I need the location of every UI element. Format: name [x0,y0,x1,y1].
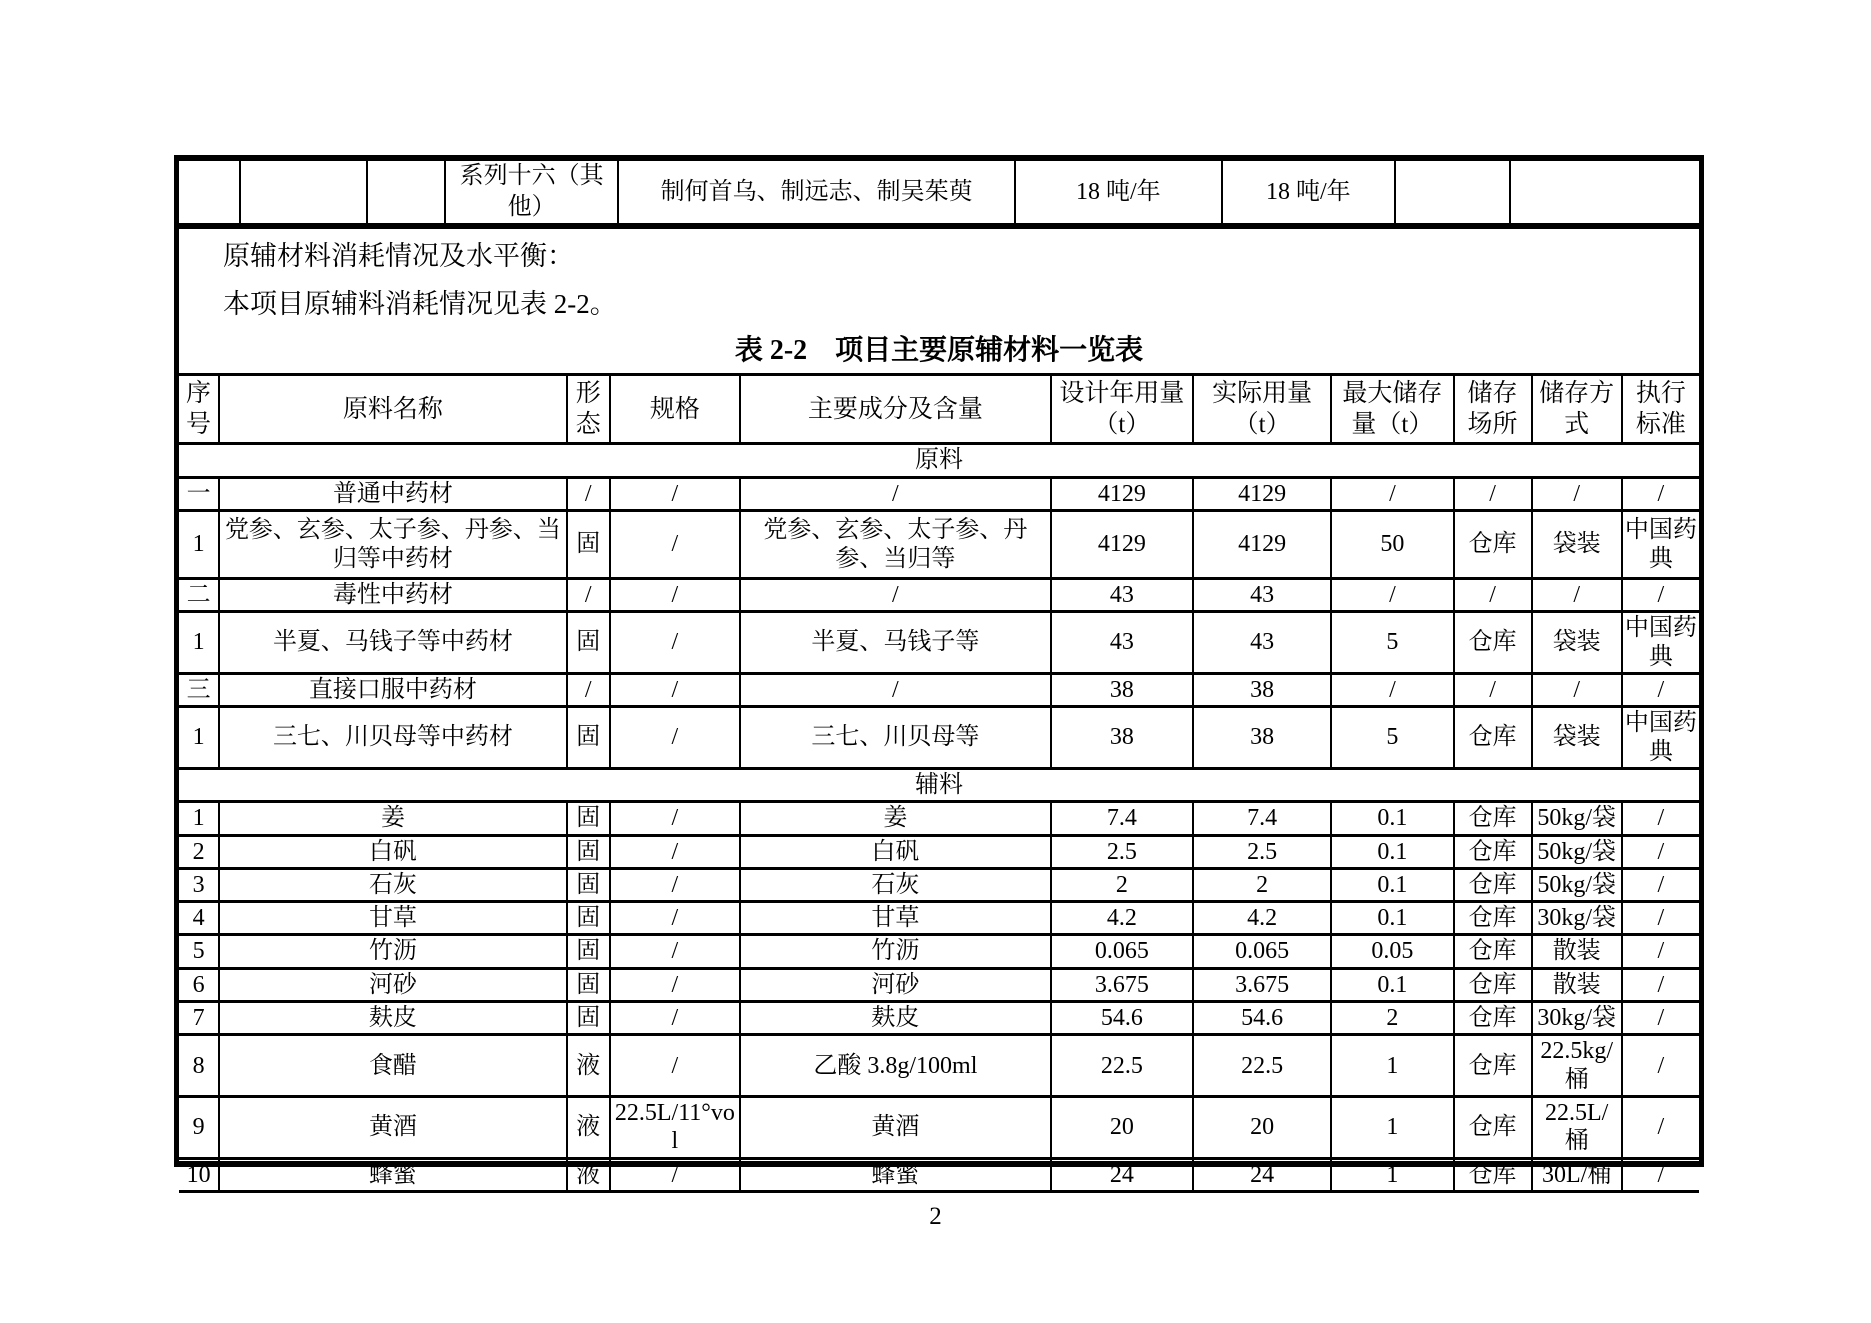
column-header: 主要成分及含量 [740,375,1051,444]
table-row [179,935,1699,968]
table-row [179,511,1699,579]
table-cell: 甘草 [219,902,567,935]
table-cell: / [1622,868,1699,901]
table-cell: 22.5L/11°vol [610,1097,740,1159]
table-row [179,902,1699,935]
table-cell: 河砂 [219,968,567,1001]
table-cell: 4129 [1051,511,1193,579]
table-cell: 液 [567,1158,610,1191]
table-cell: 5 [1331,707,1453,769]
table-cell: 仓库 [1454,1002,1532,1035]
table-cell: 22.5 [1051,1035,1193,1097]
table-cell: / [1622,1002,1699,1035]
table-cell: 43 [1051,612,1193,674]
table-cell: / [610,968,740,1001]
table-cell: 食醋 [219,1035,567,1097]
table-cell: 固 [567,802,610,835]
table-cell: / [740,579,1051,612]
table-cell: / [610,673,740,706]
table-row [179,477,1699,510]
table-cell: / [1532,579,1622,612]
table-cell: 仓库 [1454,868,1532,901]
table-cell: 24 [1193,1158,1331,1191]
table-row [179,707,1699,769]
table-cell: 仓库 [1454,968,1532,1001]
table-cell: 43 [1193,579,1331,612]
table-cell: 蜂蜜 [219,1158,567,1191]
table-cell: 0.1 [1331,868,1453,901]
table-cell: 2.5 [1193,835,1331,868]
table-cell: / [610,1035,740,1097]
column-header: 序号 [179,375,219,444]
table-cell: 5 [179,935,219,968]
table-cell: 38 [1193,673,1331,706]
table-cell: / [567,579,610,612]
table-cell: 3.675 [1193,968,1331,1001]
table-cell: 2 [1051,868,1193,901]
table-cell: 4129 [1193,477,1331,510]
table-cell: / [610,1002,740,1035]
table-cell: / [1532,673,1622,706]
header-row [179,375,1699,444]
column-header: 规格 [610,375,740,444]
table-cell: 固 [567,612,610,674]
table-cell: / [1454,673,1532,706]
column-header: 原料名称 [219,375,567,444]
table-cell: 固 [567,968,610,1001]
table-cell: / [610,511,740,579]
table-cell: / [610,802,740,835]
table-cell: 2.5 [1051,835,1193,868]
table-row [179,835,1699,868]
table-cell: 三七、川贝母等 [740,707,1051,769]
table-row [179,579,1699,612]
table-cell: 麸皮 [219,1002,567,1035]
table-cell: 石灰 [219,868,567,901]
table-cell: 仓库 [1454,1097,1532,1159]
table-cell: 1 [179,802,219,835]
table-cell: 毒性中药材 [219,579,567,612]
table-cell: / [1331,579,1453,612]
table-cell: 30kg/袋 [1532,1002,1622,1035]
table-cell: 4.2 [1193,902,1331,935]
table-cell: 20 [1051,1097,1193,1159]
table-cell: 50kg/袋 [1532,835,1622,868]
table-cell [179,161,240,226]
table-cell: 22.5L/桶 [1532,1097,1622,1159]
table-cell: / [1622,968,1699,1001]
table-cell: 白矾 [219,835,567,868]
table-cell: 7.4 [1051,802,1193,835]
table-cell: / [740,477,1051,510]
column-header: 设计年用量（t） [1051,375,1193,444]
table-title: 表 2-2 项目主要原辅材料一览表 [734,335,1144,367]
column-header: 最大储存量（t） [1331,375,1453,444]
table-cell: 散装 [1532,935,1622,968]
table-cell: 仓库 [1454,707,1532,769]
table-row [179,161,1699,226]
table-cell: 22.5 [1193,1035,1331,1097]
table-cell: 50 [1331,511,1453,579]
table-cell: 半夏、马钱子等中药材 [219,612,567,674]
table-cell: / [1622,579,1699,612]
table-cell: 固 [567,835,610,868]
table-cell: 43 [1193,612,1331,674]
table-cell: / [1454,477,1532,510]
table-cell: 30L/桶 [1532,1158,1622,1191]
table-cell: 4 [179,902,219,935]
table-cell: 三 [179,673,219,706]
table-cell: 制何首乌、制远志、制吴茱萸 [618,161,1015,226]
table-cell: 固 [567,1002,610,1035]
table-cell: / [1331,673,1453,706]
table-cell: 5 [1331,612,1453,674]
table-cell: 固 [567,707,610,769]
table-cell: / [1622,935,1699,968]
table-cell: 中国药典 [1622,511,1699,579]
table-cell: 固 [567,935,610,968]
table-cell: / [1622,477,1699,510]
table-cell: 姜 [740,802,1051,835]
section-row [179,768,1699,801]
table-cell [367,161,445,226]
table-cell: 38 [1051,707,1193,769]
table-cell: / [567,673,610,706]
table-cell: 4129 [1051,477,1193,510]
table-cell: / [1454,579,1532,612]
table-cell: 0.1 [1331,968,1453,1001]
table-cell: 黄酒 [219,1097,567,1159]
table-cell: 液 [567,1097,610,1159]
table-cell: 仓库 [1454,1035,1532,1097]
table-cell: 10 [179,1158,219,1191]
table-cell: 袋装 [1532,511,1622,579]
table-cell: 0.1 [1331,835,1453,868]
table-cell: 姜 [219,802,567,835]
table-cell [1395,161,1511,226]
table-cell: 54.6 [1193,1002,1331,1035]
table-cell: 二 [179,579,219,612]
column-header: 实际用量（t） [1193,375,1331,444]
table-cell: 50kg/袋 [1532,868,1622,901]
table-cell: 系列十六（其他） [445,161,618,226]
table-cell: / [1331,477,1453,510]
table-cell: 蜂蜜 [740,1158,1051,1191]
table-cell: 4129 [1193,511,1331,579]
table-row [179,868,1699,901]
table-cell: / [610,902,740,935]
table-cell: 4.2 [1051,902,1193,935]
table-cell [1510,161,1699,226]
table-cell: 54.6 [1051,1002,1193,1035]
table-row [179,1035,1699,1097]
table-cell: 7.4 [1193,802,1331,835]
column-header: 储存场所 [1454,375,1532,444]
table-cell: 2 [1331,1002,1453,1035]
table-cell: 石灰 [740,868,1051,901]
table-cell: 袋装 [1532,707,1622,769]
table-cell: / [1532,477,1622,510]
table-cell: / [610,612,740,674]
table-cell: 黄酒 [740,1097,1051,1159]
table-cell: 竹沥 [740,935,1051,968]
table-cell: 38 [1051,673,1193,706]
table-cell: 20 [1193,1097,1331,1159]
section-label: 原料 [179,444,1699,477]
table-cell: / [610,935,740,968]
column-header: 形态 [567,375,610,444]
table-cell: 中国药典 [1622,612,1699,674]
page-number: 2 [929,1203,942,1230]
table-cell: 1 [179,612,219,674]
table-cell: 袋装 [1532,612,1622,674]
materials-table [179,373,1699,1193]
section-row [179,444,1699,477]
table-cell: 仓库 [1454,612,1532,674]
table-cell: 半夏、马钱子等 [740,612,1051,674]
table-cell: 普通中药材 [219,477,567,510]
table-cell: 18 吨/年 [1015,161,1222,226]
table-cell: 0.065 [1051,935,1193,968]
table-cell: 1 [179,707,219,769]
table-cell: 仓库 [1454,511,1532,579]
table-cell: 液 [567,1035,610,1097]
table-cell: 1 [1331,1097,1453,1159]
table-cell: 仓库 [1454,1158,1532,1191]
table-cell: / [610,579,740,612]
table-cell: 固 [567,902,610,935]
table-cell: 麸皮 [740,1002,1051,1035]
table-cell: / [610,1158,740,1191]
table-cell: 0.1 [1331,802,1453,835]
table-cell: 党参、玄参、太子参、丹参、当归等 [740,511,1051,579]
table-cell: / [740,673,1051,706]
table-cell: 党参、玄参、太子参、丹参、当归等中药材 [219,511,567,579]
table-cell: 白矾 [740,835,1051,868]
form-frame [174,155,1704,1188]
section-label: 辅料 [179,768,1699,801]
table-cell: / [610,868,740,901]
table-cell: 乙酸 3.8g/100ml [740,1035,1051,1097]
table-cell: 6 [179,968,219,1001]
table-cell: 38 [1193,707,1331,769]
table-cell: 仓库 [1454,902,1532,935]
table-cell: 固 [567,511,610,579]
column-header: 执行标准 [1622,375,1699,444]
table-cell: 30kg/袋 [1532,902,1622,935]
table-cell: 竹沥 [219,935,567,968]
table-cell: 一 [179,477,219,510]
table-cell: 0.1 [1331,902,1453,935]
table-cell: 24 [1051,1158,1193,1191]
table-cell: / [1622,1097,1699,1159]
table-cell: 1 [1331,1035,1453,1097]
table-cell: / [1622,1158,1699,1191]
table-cell: 50kg/袋 [1532,802,1622,835]
table-cell: 7 [179,1002,219,1035]
table-cell: 仓库 [1454,935,1532,968]
table-cell: 中国药典 [1622,707,1699,769]
table-cell: / [610,477,740,510]
table-cell: 甘草 [740,902,1051,935]
table-row [179,802,1699,835]
table-cell: 仓库 [1454,802,1532,835]
table-cell: / [1622,835,1699,868]
table-cell: 直接口服中药材 [219,673,567,706]
table-row [179,968,1699,1001]
table-cell: / [1622,902,1699,935]
column-header: 储存方式 [1532,375,1622,444]
table-cell: 1 [1331,1158,1453,1191]
table-row [179,1097,1699,1159]
table-cell: 0.05 [1331,935,1453,968]
intro-text [223,239,1699,321]
table-cell: 0.065 [1193,935,1331,968]
table-cell: / [1622,1035,1699,1097]
table-cell: 河砂 [740,968,1051,1001]
table-cell: / [610,707,740,769]
table-cell [240,161,368,226]
table-cell: 固 [567,868,610,901]
table-row [179,1002,1699,1035]
table-cell: 43 [1051,579,1193,612]
table-cell: 散装 [1532,968,1622,1001]
table-row [179,673,1699,706]
previous-table-fragment [179,161,1699,229]
table-cell: 三七、川贝母等中药材 [219,707,567,769]
table-cell: 9 [179,1097,219,1159]
table-cell: 3.675 [1051,968,1193,1001]
table-cell: 8 [179,1035,219,1097]
table-cell: 18 吨/年 [1222,161,1395,226]
table-cell: / [567,477,610,510]
table-cell: 3 [179,868,219,901]
intro-line-1: 原辅材料消耗情况及水平衡： [223,241,574,272]
table-cell: / [1622,802,1699,835]
table-cell: 22.5kg/桶 [1532,1035,1622,1097]
table-cell: 2 [1193,868,1331,901]
table-row [179,1158,1699,1191]
table-cell: / [610,835,740,868]
table-cell: 2 [179,835,219,868]
table-cell: / [1622,673,1699,706]
table-row [179,612,1699,674]
table-cell: 1 [179,511,219,579]
intro-line-2: 本项目原辅料消耗情况见表 2-2。 [223,289,617,320]
table-cell: 仓库 [1454,835,1532,868]
